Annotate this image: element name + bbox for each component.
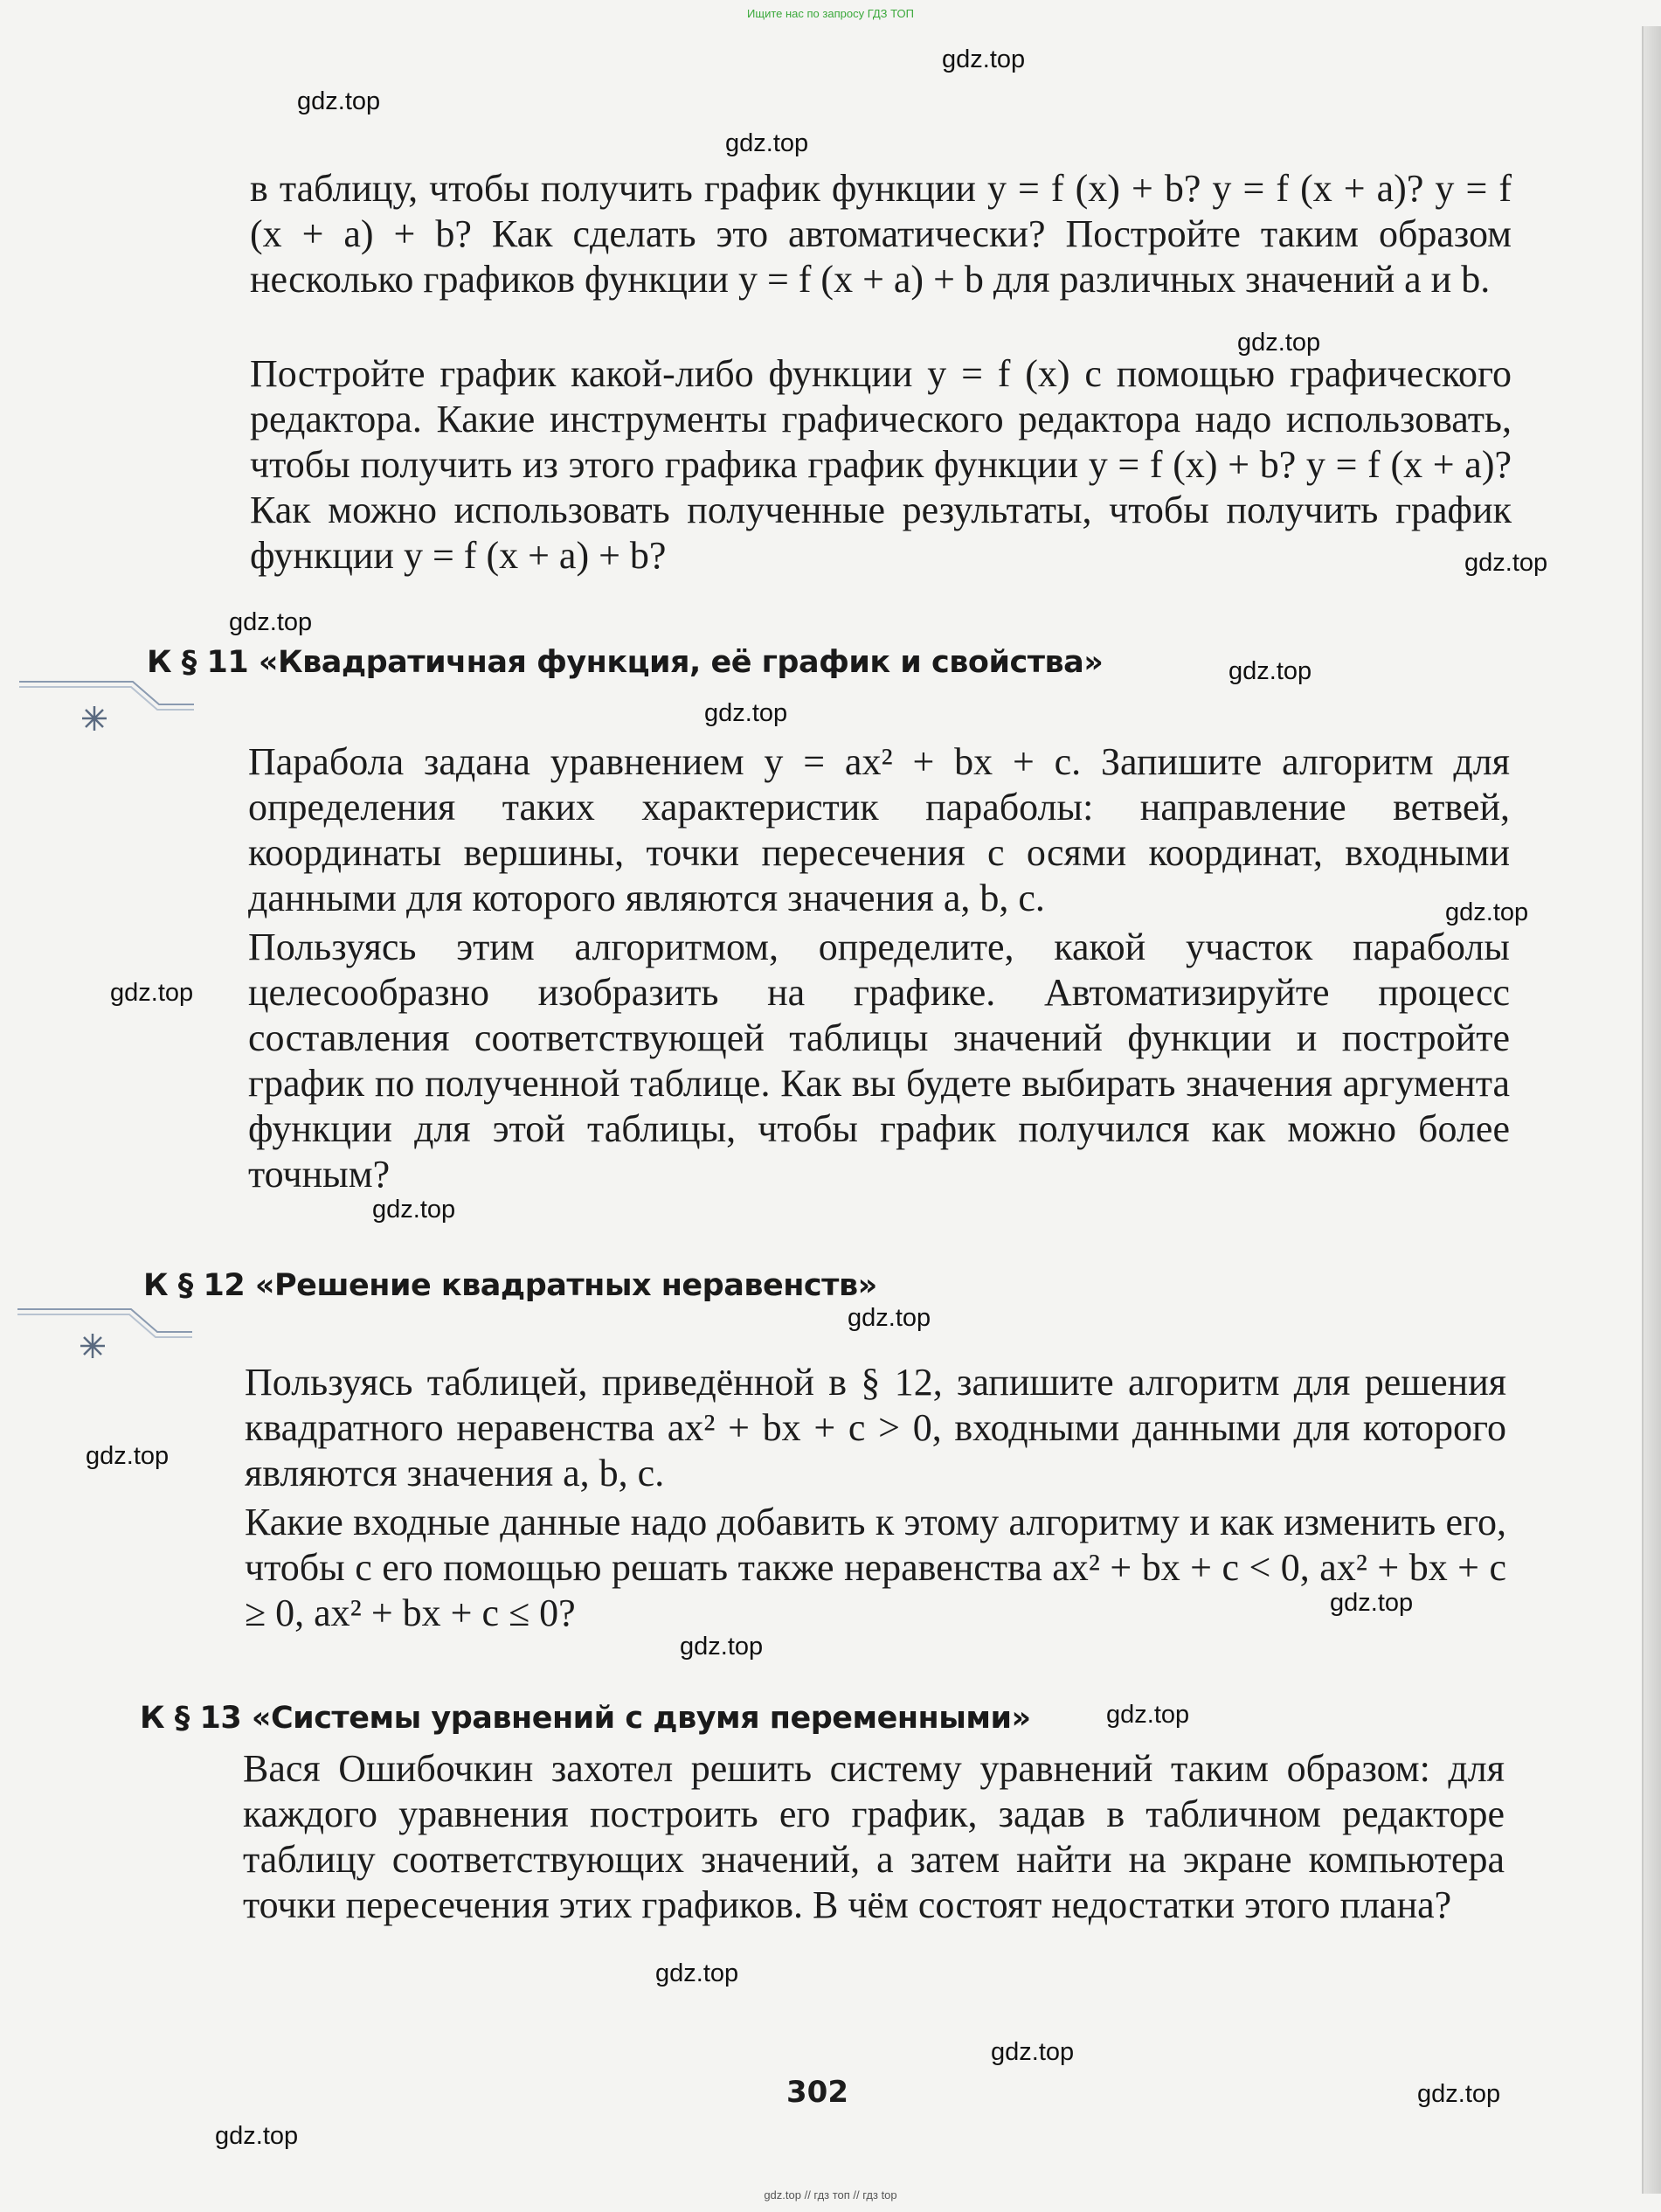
intro-paragraph-2: Постройте график какой-либо функции y = f (x) с помощью графического редактора. Какие инструменты графического редактора надо использовать, чтобы получить из этого графика график функции y = f (x) + b? y = f (x + a)? Как можно использовать полученные результаты, чтобы получить график функции y = f (x + a) + b? [250, 352, 1512, 577]
watermark: gdz.top [229, 608, 313, 636]
section-13-heading: К § 13 «Системы уравнений с двумя переменными» [140, 1701, 1031, 1736]
footer-note: gdz.top // гдз топ // гдз top [764, 2188, 897, 2202]
watermark: gdz.top [655, 1959, 739, 1987]
section-11-heading: К § 11 «Квадратичная функция, её график и свойства» [147, 645, 1104, 680]
intro-paragraph-1: в таблицу, чтобы получить график функции y = f (x) + b? y = f (x + a)? y = f (x + a) + b? Как сделать это автоматически? Постройте таким образом несколько графиков функции y = f (x + a) + b для различных значений a и b. [250, 167, 1512, 301]
watermark: gdz.top [297, 87, 381, 115]
watermark: gdz.top [704, 699, 788, 727]
watermark: gdz.top [86, 1442, 170, 1470]
page-number: 302 [786, 2075, 848, 2110]
watermark: gdz.top [942, 45, 1026, 73]
section-11-paragraph-1: Парабола задана уравнением y = ax² + bx + c. Запишите алгоритм для определения таких характеристик параболы: направление ветвей, координаты вершины, точки пересечения с осями координат, входными данными для которого являются значения a, b, c. [248, 740, 1510, 919]
section-13-paragraph-1: Вася Ошибочкин захотел решить систему уравнений таким образом: для каждого уравнения построить его график, задав в табличном редакторе таблицу соответствующих значений, а затем найти на экране компьютера точки пересечения этих графиков. В чём состоят недостатки этого плана? [243, 1747, 1505, 1926]
watermark: gdz.top [725, 129, 809, 157]
watermark: gdz.top [991, 2038, 1075, 2066]
watermark: gdz.top [848, 1304, 931, 1332]
section-11-paragraph-2: Пользуясь этим алгоритмом, определите, какой участок параболы целесообразно изобразить на графике. Автоматизируйте процесс составления соответствующей таблицы значений функции и постройте график по полученной таблице. Как вы будете выбирать значения аргумента функции для этой таблицы, чтобы график получился как можно более точным? [248, 926, 1510, 1196]
page-edge [1644, 26, 1661, 2194]
watermark: gdz.top [1106, 1701, 1190, 1729]
watermark: gdz.top [372, 1196, 456, 1224]
watermark: gdz.top [1228, 657, 1312, 685]
watermark: gdz.top [110, 979, 194, 1007]
section-12-paragraph-2: Какие входные данные надо добавить к этому алгоритму и как изменить его, чтобы с его помощью решать также неравенства ax² + bx + c < 0, ax² + bx + c ≥ 0, ax² + bx + c ≤ 0? [245, 1501, 1506, 1634]
watermark: gdz.top [1417, 2080, 1501, 2108]
section-12-heading: К § 12 «Решение квадратных неравенств» [143, 1268, 877, 1303]
section-12-snowflake-decoration [17, 1306, 192, 1367]
search-hint: Ищите нас по запросу ГДЗ ТОП [747, 7, 914, 20]
section-11-snowflake-decoration [19, 678, 194, 739]
page-edge-line [1642, 26, 1644, 2194]
watermark: gdz.top [680, 1633, 764, 1661]
watermark: gdz.top [1237, 329, 1321, 357]
watermark: gdz.top [1445, 898, 1529, 926]
watermark: gdz.top [215, 2122, 299, 2150]
watermark: gdz.top [1330, 1589, 1414, 1617]
watermark: gdz.top [1464, 549, 1548, 577]
section-12-paragraph-1: Пользуясь таблицей, приведённой в § 12, запишите алгоритм для решения квадратного неравенства ax² + bx + c > 0, входными данными для которого являются значения a, b, c. [245, 1361, 1506, 1494]
